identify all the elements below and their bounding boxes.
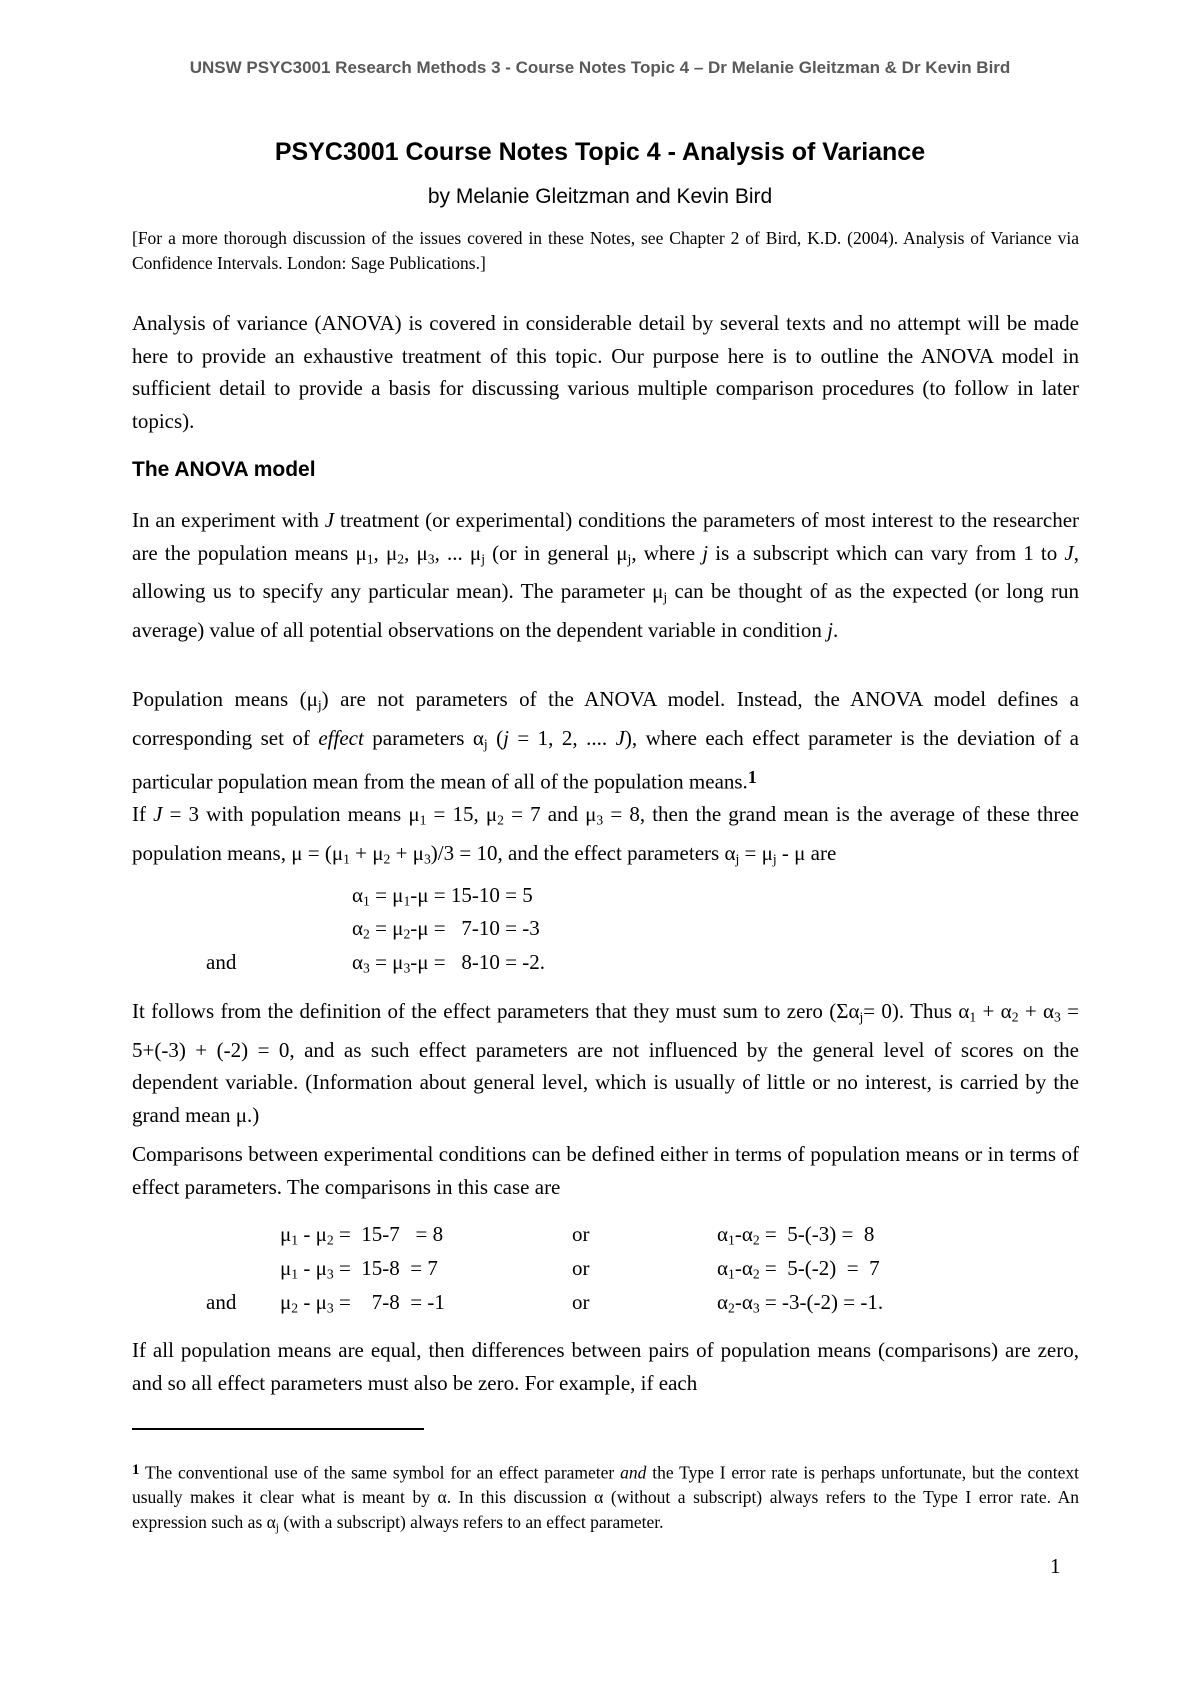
comparison-or: or [572, 1222, 590, 1246]
footnote-number: 1 [132, 1462, 140, 1478]
author-byline: by Melanie Gleitzman and Kevin Bird [427, 185, 773, 208]
paragraph-comparisons: Comparisons between experimental conditions can be defined either in terms of population means or in terms of effect parameters. The comparisons in this case are [132, 1142, 1079, 1199]
footnote-reference[interactable]: 1 [747, 766, 757, 787]
document-title: PSYC3001 Course Notes Topic 4 - Analysis of Variance [274, 138, 926, 166]
paragraph-example: If J = 3 with population means $\mu_1 = 15$, $\mu_2 = 7$ and $\mu_3 = 8$, then the grand mean is the average of these three population means, $\mu = (\mu_1 + \mu_2 + \mu_3)/3 = 10$, and the effect parameters $\alpha_j = \mu_j - \mu$ are [132, 802, 1079, 867]
comparison-effects: $\alpha_2-\alpha_3 = -3-(-2) = -1$. [717, 1290, 884, 1316]
reference-note: [For a more thorough discussion of the issues covered in these Notes, see Chapter 2 of Bird, K.D. (2004). Analysis of Variance via Confidence Intervals. London: Sage Publications.] [132, 228, 1079, 273]
paragraph-equal-means: If all population means are equal, then differences between pairs of population means (comparisons) are zero, and so all effect parameters must also be zero. For example, if each [132, 1338, 1079, 1395]
paragraph-means: In an experiment with J treatment (or experimental) conditions the parameters of most interest to the researcher are the population means $\mu_1$, $\mu_2$, $\mu_3$, ... $\mu_j$ (or in general $\mu_j$, where j is a subscript which can vary from 1 to J, allowing us to specify any particular mean). The parameter $\mu_j$ can be thought of as the expected (or long run average) value of all potential observations on the dependent variable in condition j. [132, 508, 1080, 643]
equation-row: $\alpha_2 = \mu_2-\mu = 7-10 = -3$ [352, 916, 540, 942]
equation-row: $\alpha_1 = \mu_1-\mu = 15-10 = 5$ [352, 883, 533, 909]
running-header: UNSW PSYC3001 Research Methods 3 - Course Notes Topic 4 – Dr Melanie Gleitzman & Dr Kevin Bird [189, 58, 1011, 77]
equation-row: $\alpha_3 = \mu_3-\mu = 8-10 = -2$. [352, 950, 545, 976]
comparison-effects: $\alpha_1-\alpha_2 = 5-(-3) = 8$ [717, 1222, 875, 1248]
page-number: 1 [1050, 1554, 1061, 1578]
intro-paragraph: Analysis of variance (ANOVA) is covered in considerable detail by several texts and no attempt will be made here to provide an exhaustive treatment of this topic. Our purpose here is to outline the ANOVA model in sufficient detail to provide a basis for discussing various multiple comparison procedures (to follow in later topics). [132, 311, 1079, 433]
equation-lead-and: and [206, 950, 237, 974]
comparison-effects: $\alpha_1-\alpha_2 = 5-(-2) = 7$ [717, 1256, 880, 1282]
comparison-means: $\mu_1 - \mu_2 = 15-7 = 8$ [280, 1222, 444, 1248]
footnote: $^1$ The conventional use of the same symbol for an effect parameter and the Type I error rate is perhaps unfortunate, but the context usually makes it clear what is meant by α. In this discussion α (without a subscript) always refers to the Type I error rate. An expression such as $\alpha_j$ (with a subscript) always refers to an effect parameter. [132, 1462, 1079, 1535]
comparison-or: or [572, 1256, 590, 1280]
comparison-or: or [572, 1290, 590, 1314]
paragraph-effect-parameters: Population means $(\mu_j)$ are not parameters of the ANOVA model. Instead, the ANOVA model defines a corresponding set of effect parameters $\alpha_j$ (j = 1, 2, .... J), where each effect parameter is the deviation of a particular population mean from the mean of all of the population means.1 [132, 687, 1079, 794]
comparison-means: $\mu_1 - \mu_3 = 15-8 = 7$ [280, 1256, 438, 1282]
section-heading: The ANOVA model [132, 458, 316, 481]
footnote-divider [132, 1428, 424, 1430]
comparison-means: $\mu_2 - \mu_3$ = 7-8 = -1 [280, 1290, 445, 1316]
paragraph-sum-to-zero: It follows from the definition of the effect parameters that they must sum to zero $(\Sigma\alpha_j= 0)$. Thus $\alpha_1 + \alpha_2 + \alpha_3 = 5+(-3) + (-2) = 0$, and as such effect parameters are not influenced by the general level of scores on the dependent variable. (Information about general level, which is usually of little or no interest, is carried by the grand mean μ.) [132, 999, 1079, 1127]
comparison-lead-and: and [206, 1290, 237, 1314]
